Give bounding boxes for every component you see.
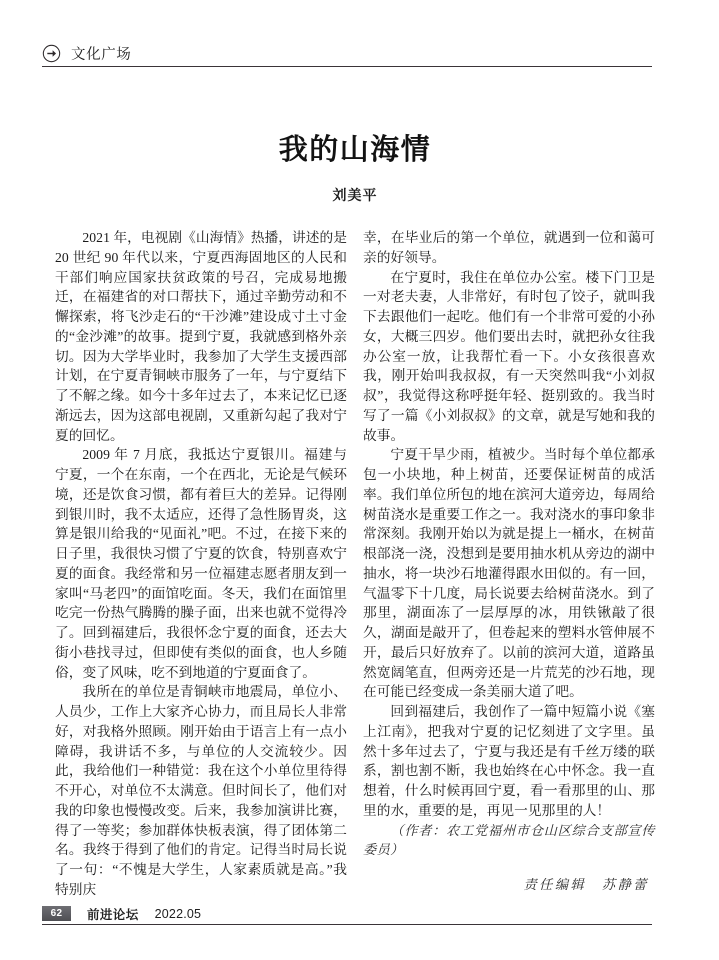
paragraph: 2009 年 7 月底，我抵达宁夏银川。福建与宁夏，一个在东南，一个在西北，无论是气候环境，还是饮食习惯，都有着巨大的差异。记得刚到银川时，我不太适应，还得了急性肠胃炎，这算是银川给我的“见面礼”吧。不过，在接下来的日子里，我很快习惯了宁夏的饮食，特别喜欢宁夏的面食。我经常和另一位福建志愿者朋友到一家叫“马老四”的面馆吃面。冬天，我们在面馆里吃完一份热气腾腾的臊子面，出来也就不觉得冷了。回到福建后，我很怀念宁夏的面食，还去大街小巷找寻过，但即使有类似的面食，也人乡随俗，变了风味，吃不到地道的宁夏面食了。: [55, 447, 347, 680]
left-column: [55, 228, 347, 897]
page-footer: [42, 903, 652, 935]
paragraph: 2021 年，电视剧《山海情》热播，讲述的是 20 世纪 90 年代以来，宁夏西海固地区的人民和干部们响应国家扶贫政策的号召，完成易地搬迁，在福建省的对口帮扶下，通过辛勤劳动和不懈探索，将飞沙走石的“干沙滩”建设成寸土寸金的“金沙滩”的故事。提到宁夏，我就感到格外亲切。因为大学毕业时，我参加了大学生支援西部计划，在宁夏青铜峡市服务了一年，与宁夏结下了不解之缘。如今十多年过去了，本来记忆已逐渐远去，因为这部电视剧，又重新勾起了我对宁夏的回忆。: [55, 230, 347, 443]
running-head-inner: [42, 40, 652, 66]
footer-journal-name: 前进论坛: [87, 907, 139, 922]
circled-arrow-right-icon: [42, 44, 61, 63]
footer-inner: [42, 903, 652, 924]
author-note: （作者：农工党福州市仓山区综合支部宣传委员）: [363, 822, 655, 858]
article-author: 刘美平: [332, 187, 378, 203]
running-head: [42, 40, 652, 74]
paragraph: 我所在的单位是青铜峡市地震局，单位小、人员少，工作上大家齐心协力，而且局长人非常好，对我格外照顾。刚开始由于语言上有一点小障碍，我讲话不多，与单位的人交流较少。因此，我给他们一种错觉：我在这个小单位里待得不开心，对单位不太满意。但时间长了，他们对我的印象也慢慢改变。后来，我参加演讲比赛，得了一等奖；参加群体快板表演，得了团体第二名。我终于得到了他们的肯定。记得当时局长说了一句：“不愧是大学生，人家素质就是高。”我特别庆: [55, 684, 347, 897]
page-title: 我的山海情: [278, 134, 432, 166]
paragraph: 宁夏干旱少雨，植被少。当时每个单位都承包一小块地，种上树苗，还要保证树苗的成活率。我们单位所包的地在滨河大道旁边，每周给树苗浇水是重要工作之一。我对浇水的事印象非常深刻。我刚开始以为就是提上一桶水，在树苗根部浇一浇，没想到是要用抽水机从旁边的湖中抽水，将一块沙石地灌得跟水田似的。有一回，气温零下十几度，局长说要去给树苗浇水。到了那里，湖面冻了一层厚厚的冰，用铁锹敲了很久，湖面是敲开了，但卷起来的塑料水管伸展不开，最后只好放弃了。以前的滨河大道，道路虽然宽阔笔直，但两旁还是一片荒芜的沙石地，现在可能已经变成一条美丽大道了吧。: [363, 447, 655, 700]
running-head-label: 文化广场: [71, 46, 132, 63]
body-columns: [55, 228, 655, 897]
running-head-rule: [42, 66, 652, 67]
page-number-badge: 62: [42, 906, 71, 921]
right-column: [363, 228, 655, 892]
editor-credit: 责任编辑 苏静蕾: [523, 877, 649, 892]
title-block: [55, 132, 655, 205]
paragraph: 在宁夏时，我住在单位办公室。楼下门卫是一对老夫妻，人非常好，有时包了饺子，就叫我下去跟他们一起吃。他们有一个非常可爱的小孙女，大概三四岁。他们要出去时，就把孙女往我办公室一放，让我帮忙看一下。小女孩很喜欢我，刚开始叫我叔叔，有一天突然叫我“小刘叔叔”，我觉得这称呼挺年轻、挺别致的。我当时写了一篇《小刘叔叔》的文章，就是写她和我的故事。: [363, 269, 655, 443]
footer-issue-date: 2022.05: [154, 906, 202, 921]
paragraph: 幸，在毕业后的第一个单位，就遇到一位和蔼可亲的好领导。: [363, 230, 655, 265]
footer-rule: [42, 924, 652, 925]
paragraph: 回到福建后，我创作了一篇中短篇小说《塞上江南》，把我对宁夏的记忆刻进了文字里。虽然十多年过去了，宁夏与我还是有千丝万缕的联系，割也割不断，我也始终在心中怀念。我一直想着，什么时候再回宁夏，看一看那里的山、那里的水，重要的是，再见一见那里的人！: [363, 704, 655, 818]
